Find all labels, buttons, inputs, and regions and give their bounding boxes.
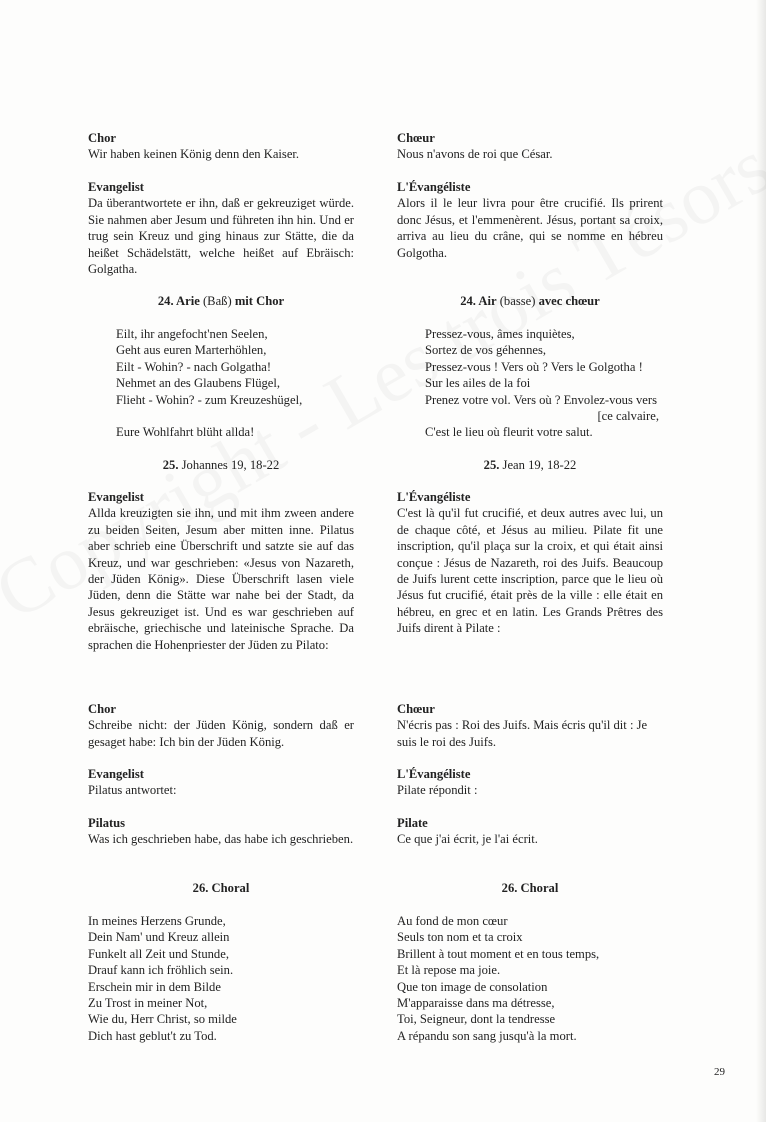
- verse-line: Nehmet an des Glaubens Flügel,: [116, 376, 281, 391]
- de-aria-title: [88, 293, 354, 309]
- verse-line: Funkelt all Zeit und Stunde,: [88, 946, 229, 961]
- speaker-label: Chœur: [397, 702, 435, 716]
- verse-line: Flieht - Wohin? - zum Kreuzeshügel,: [116, 392, 303, 407]
- verse-line: Brillent à tout moment et en tous temps,: [397, 946, 600, 961]
- speaker-label: L'Évangéliste: [397, 490, 471, 504]
- speech-text: Allda kreuzigten sie ihn, und mit ihm zween andere zu beiden Seiten, Jesum aber mitten inne. Pilatus aber schrieb eine Überschrift und satzte sie auf das Kreuz, und war geschrieben: «Jesus von Nazareth, der Jüden König». Diese Überschrift lasen viele Jüden, denn die Stätte war nahe bei der Stadt, da Jesus gekreuziget ist. Und es war geschrieben auf ebräische, griechische und lateinische Sprache. Da sprachen die Hohenpriester der Jüden zu Pilato:: [88, 506, 354, 652]
- verse-line: Sortez de vos géhennes,: [425, 343, 547, 358]
- speech-text: N'écris pas : Roi des Juifs. Mais écris qu'il dit : Je suis le roi des Juifs.: [397, 718, 648, 749]
- speaker-label: Chor: [88, 702, 116, 716]
- reading-reference: Jean 19, 18-22: [499, 458, 577, 472]
- choral-number: 26. Choral: [501, 881, 559, 895]
- verse-line: Toi, Seigneur, dont la tendresse: [397, 1012, 556, 1027]
- verse-continuation: [ce calvaire,: [597, 409, 659, 424]
- speech-text: Wir haben keinen König denn den Kaiser.: [88, 147, 300, 162]
- aria-suffix: avec chœur: [538, 294, 600, 308]
- reading-number: 25.: [162, 458, 179, 472]
- fr-choral-text: [397, 913, 663, 1044]
- speech-text: Pilate répondit :: [397, 783, 478, 798]
- fr-reading-title: [397, 457, 663, 473]
- verse-line: Wie du, Herr Christ, so milde: [88, 1012, 237, 1027]
- fr-evangelist-1: [397, 179, 663, 261]
- de-chor-2: [88, 701, 354, 750]
- de-choral-title: [88, 880, 354, 896]
- speaker-label: Chœur: [397, 131, 435, 145]
- speech-text: Alors il le leur livra pour être crucifié. Ils prirent donc Jésus, et l'emmenèrent. Jésus, portant sa croix, arriva au lieu du crâne, qui se nomme en hébreu Golgotha.: [397, 196, 663, 260]
- verse-line: Erschein mir in dem Bilde: [88, 979, 221, 994]
- verse-line: M'apparaisse dans ma détresse,: [397, 996, 555, 1011]
- verse-line: Drauf kann ich fröhlich sein.: [88, 963, 234, 978]
- de-evangelist-1: [88, 179, 354, 277]
- verse-line: Sur les ailes de la foi: [425, 376, 531, 391]
- de-pilatus: [88, 815, 354, 848]
- verse-line: Eilt, ihr angefocht'nen Seelen,: [116, 327, 268, 341]
- de-aria-text: [88, 326, 354, 441]
- verse-line: Seuls ton nom et ta croix: [397, 930, 523, 945]
- speaker-label: Evangelist: [88, 490, 144, 504]
- verse-line: Prenez votre vol. Vers où ? Envolez-vous vers: [425, 392, 657, 407]
- reading-number: 25.: [483, 458, 500, 472]
- de-chor-1: [88, 130, 354, 163]
- de-evangelist-2: [88, 489, 354, 653]
- verse-line: Dein Nam' und Kreuz allein: [88, 930, 230, 945]
- page-number: 29: [714, 1066, 725, 1078]
- fr-chor-2: [397, 701, 663, 750]
- de-evangelist-3: [88, 766, 354, 799]
- speech-text: Ce que j'ai écrit, je l'ai écrit.: [397, 832, 538, 847]
- fr-aria-title: [397, 293, 663, 309]
- speech-text: Was ich geschrieben habe, das habe ich geschrieben.: [88, 832, 354, 847]
- verse-line: [116, 408, 354, 424]
- verse-block: [88, 913, 354, 1044]
- speech-text: C'est là qu'il fut crucifié, et deux autres avec lui, un de chaque côté, et Jésus au milieu. Pilate fit une inscription, qu'il plaça sur la croix, et qui était ainsi conçue : Jésus de Nazareth, roi des Juifs. Beaucoup de Juifs lurent cette inscription, parce que le lieu où Jésus fut crucifié, était près de la ville : elle était en hébreu, en grec et en latin. Les Grands Prêtres des Juifs dirent à Pilate :: [397, 506, 663, 636]
- choral-number: 26. Choral: [192, 881, 250, 895]
- de-choral-text: [88, 913, 354, 1044]
- verse-line: Eure Wohlfahrt blüht allda!: [116, 425, 255, 440]
- verse-block: [88, 326, 354, 441]
- de-reading-title: [88, 457, 354, 473]
- verse-block: [397, 326, 663, 441]
- fr-pilatus: [397, 815, 663, 848]
- verse-line: Dich hast geblut't zu Tod.: [88, 1028, 217, 1043]
- aria-voice: (basse): [496, 294, 539, 308]
- speech-text: Da überantwortete er ihn, daß er gekreuziget würde. Sie nahmen aber Jesum und führeten ihn hin. Und er trug sein Kreuz und ging hinaus zur Stätte, die da heißet Schädelstätt, welche heißet auf Ebräisch: Golgatha.: [88, 196, 354, 277]
- verse-block: [397, 913, 663, 1044]
- speaker-label: L'Évangéliste: [397, 180, 471, 194]
- verse-line: Que ton image de consolation: [397, 979, 548, 994]
- verse-line: Zu Trost in meiner Not,: [88, 996, 208, 1011]
- speaker-label: Pilatus: [88, 816, 126, 830]
- aria-number: 24. Arie: [157, 294, 200, 308]
- verse-line: Au fond de mon cœur: [397, 914, 508, 928]
- speaker-label: Pilate: [397, 816, 428, 830]
- verse-line: Pressez-vous ! Vers où ? Vers le Golgotha !: [425, 359, 643, 374]
- aria-suffix: mit Chor: [234, 294, 285, 308]
- aria-number: 24. Air: [460, 294, 497, 308]
- speech-text: Pilatus antwortet:: [88, 783, 177, 798]
- page-edge-shadow: [756, 0, 766, 1122]
- verse-line: A répandu son sang jusqu'à la mort.: [397, 1028, 577, 1043]
- speaker-label: Evangelist: [88, 180, 144, 194]
- verse-line: Eilt - Wohin? - nach Golgatha!: [116, 359, 272, 374]
- verse-line: C'est le lieu où fleurit votre salut.: [425, 425, 593, 440]
- verse-line: Pressez-vous, âmes inquiètes,: [425, 327, 575, 341]
- verse-line: In meines Herzens Grunde,: [88, 914, 226, 928]
- speech-text: Schreibe nicht: der Jüden König, sondern daß er gesaget habe: Ich bin der Jüden König.: [88, 718, 354, 749]
- verse-line: Et là repose ma joie.: [397, 963, 501, 978]
- speech-text: Nous n'avons de roi que César.: [397, 147, 553, 162]
- aria-voice: (Baß): [199, 294, 235, 308]
- speaker-label: Evangelist: [88, 767, 144, 781]
- speaker-label: Chor: [88, 131, 116, 145]
- fr-aria-text: [397, 326, 663, 441]
- fr-chor-1: [397, 130, 663, 163]
- fr-choral-title: [397, 880, 663, 896]
- speaker-label: L'Évangéliste: [397, 767, 471, 781]
- fr-evangelist-3: [397, 766, 663, 799]
- fr-evangelist-2: [397, 489, 663, 637]
- verse-line: Geht aus euren Marterhöhlen,: [116, 343, 267, 358]
- reading-reference: Johannes 19, 18-22: [178, 458, 280, 472]
